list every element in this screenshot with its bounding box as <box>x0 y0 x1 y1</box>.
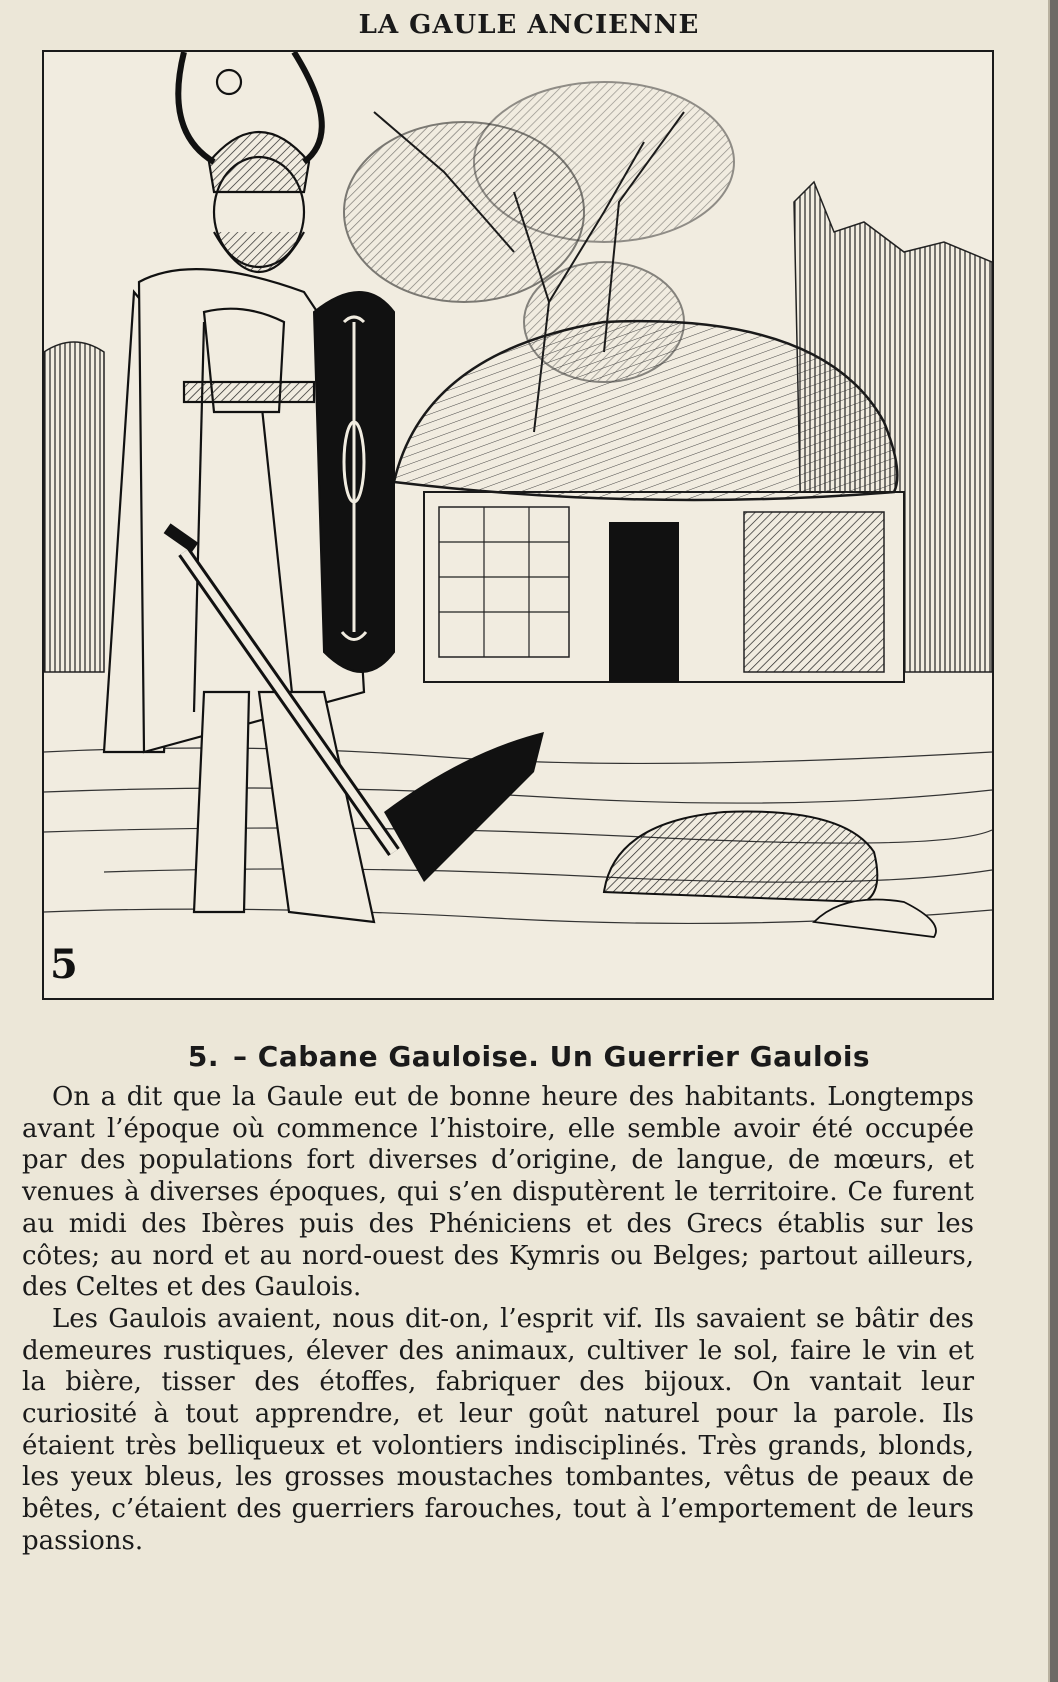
illustration-frame <box>42 50 994 1000</box>
caption-text: – Cabane Gauloise. Un Guerrier Gaulois <box>233 1040 871 1073</box>
rock <box>604 812 877 903</box>
body-text <box>22 1082 974 1558</box>
caption <box>0 1040 1058 1073</box>
paragraph-2: Les Gaulois avaient, nous dit-on, l’esprit vif. Ils savaient se bâtir des demeures rustiques, élever des animaux, cultiver le sol, faire le vin et la bière, tisser des étoffes, fabriquer des bijoux. On vantait leur curiosité à tout apprendre, et leur goût naturel pour la parole. Ils étaient très belliqueux et volontiers indisciplinés. Très grands, blonds, les yeux bleus, les grosses moustaches tombantes, vêtus de peaux de bêtes, c’étaient des guerriers farouches, tout à l’emportement de leurs passions. <box>22 1303 974 1556</box>
gaul-warrior-hut-illustration <box>44 52 992 998</box>
hut <box>394 321 904 682</box>
plate-number: 5 <box>50 941 78 988</box>
page-title: LA GAULE ANCIENNE <box>358 10 700 40</box>
paragraph-1: On a dit que la Gaule eut de bonne heure des habitants. Longtemps avant l’époque où commence l’histoire, elle semble avoir été occupée par des populations fort diverses d’origine, de langue, de mœurs, et venues à diverses époques, qui s’en disputèrent le territoire. Ce furent au midi des Ibères puis des Phéniciens et des Grecs établis sur les côtes; au nord et au nord-ouest des Kymris ou Belges; partout ailleurs, des Celtes et des Gaulois. <box>22 1082 974 1303</box>
caption-number: 5. <box>187 1040 220 1073</box>
shield <box>314 292 394 672</box>
